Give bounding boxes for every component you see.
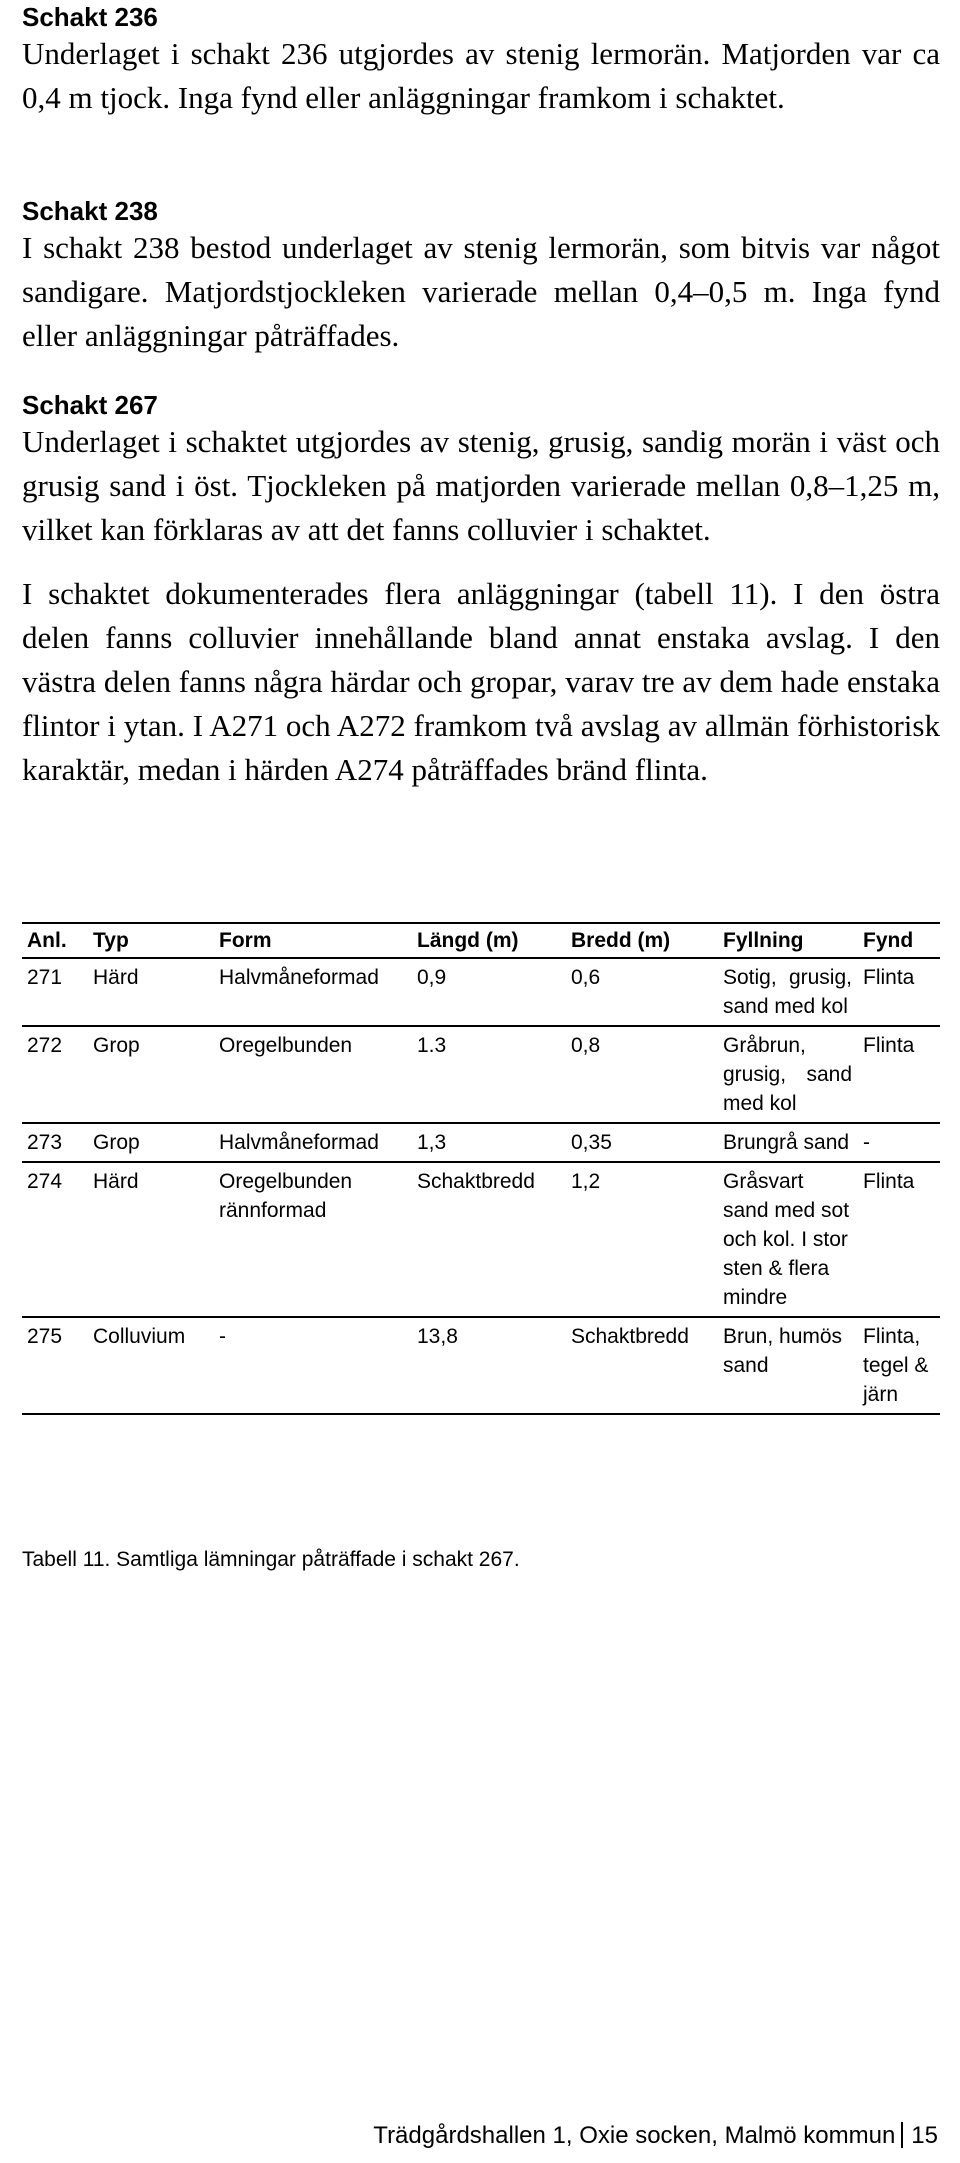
table-cell: Brungrå sand (718, 1123, 858, 1162)
page-footer (373, 2122, 938, 2150)
section-schakt-236 (22, 2, 940, 120)
table-header-row (22, 923, 940, 958)
column-header-form: Form (214, 923, 412, 958)
column-header-bredd: Bredd (m) (566, 923, 718, 958)
table-cell: Härd (88, 1162, 214, 1317)
table-row (22, 1123, 940, 1162)
section-heading: Schakt 236 (22, 2, 158, 32)
table-row (22, 1026, 940, 1123)
section-heading: Schakt 238 (22, 196, 158, 226)
column-header-typ: Typ (88, 923, 214, 958)
column-header-anl: Anl. (22, 923, 88, 958)
table-cell: Flinta, tegel & järn (858, 1317, 940, 1414)
table-cell: Grop (88, 1026, 214, 1123)
page-number: 15 (911, 2122, 938, 2149)
section-schakt-238 (22, 196, 940, 358)
table-cell: 0,6 (566, 958, 718, 1026)
table-cell: Grop (88, 1123, 214, 1162)
table-cell: 0,8 (566, 1026, 718, 1123)
table-cell: 1.3 (412, 1026, 566, 1123)
table-cell: Gråbrun, grusig, sand med kol (718, 1026, 858, 1123)
table-cell: Oregelbunden rännformad (214, 1162, 412, 1317)
section-paragraph: I schakt 238 bestod underlaget av stenig lermorän, som bitvis var något sandigare. Matjordstjockleken varierade mellan 0,4–0,5 m. Inga fynd eller anläggningar påträffades. (22, 230, 940, 353)
section-heading: Schakt 267 (22, 390, 158, 420)
table-cell: 1,3 (412, 1123, 566, 1162)
table-row (22, 1162, 940, 1317)
table-cell: Halvmåneformad (214, 958, 412, 1026)
table-cell: - (214, 1317, 412, 1414)
table-cell: Oregelbunden (214, 1026, 412, 1123)
column-header-fyllning: Fyllning (718, 923, 858, 958)
table-cell: Härd (88, 958, 214, 1026)
features-table (22, 922, 940, 1415)
table-row (22, 1317, 940, 1414)
table-cell: Sotig, grusig, sand med kol (718, 958, 858, 1026)
table-cell: Schaktbredd (412, 1162, 566, 1317)
section-paragraph: I schaktet dokumenterades flera anläggningar (tabell 11). I den östra delen fanns colluvier innehållande bland annat enstaka avslag. I den västra delen fanns några härdar och gropar, varav tre av dem hade enstaka flintor i ytan. I A271 och A272 framkom två avslag av allmän förhistorisk karaktär, medan i härden A274 påträffades bränd flinta. (22, 576, 940, 787)
section-paragraph: Underlaget i schakt 236 utgjordes av stenig lermorän. Matjorden var ca 0,4 m tjock. Inga fynd eller anläggningar framkom i schaktet. (22, 36, 940, 115)
table-cell: 272 (22, 1026, 88, 1123)
footer-text: Trädgårdshallen 1, Oxie socken, Malmö kommun (373, 2122, 896, 2149)
footer-separator (901, 2122, 903, 2148)
section-schakt-267 (22, 390, 940, 792)
table-cell: 0,35 (566, 1123, 718, 1162)
table-cell: 1,2 (566, 1162, 718, 1317)
table-cell: Flinta (858, 1026, 940, 1123)
table-cell: Brun, humös sand (718, 1317, 858, 1414)
column-header-fynd: Fynd (858, 923, 940, 958)
column-header-langd: Längd (m) (412, 923, 566, 958)
table-cell: 13,8 (412, 1317, 566, 1414)
table-cell: 0,9 (412, 958, 566, 1026)
table-caption: Tabell 11. Samtliga lämningar påträffade i schakt 267. (22, 1548, 520, 1571)
table-cell: Flinta (858, 958, 940, 1026)
table-cell: Halvmåneformad (214, 1123, 412, 1162)
table-cell: Flinta (858, 1162, 940, 1317)
table-cell: Gråsvart sand med sot och kol. I stor sten & flera mindre (718, 1162, 858, 1317)
section-paragraph: Underlaget i schaktet utgjordes av stenig, grusig, sandig morän i väst och grusig sand i öst. Tjockleken på matjorden varierade mellan 0,8–1,25 m, vilket kan förklaras av att det fanns colluvier i schaktet. (22, 424, 940, 547)
table-cell: 275 (22, 1317, 88, 1414)
table-row (22, 958, 940, 1026)
table-cell: 273 (22, 1123, 88, 1162)
table-cell: Schaktbredd (566, 1317, 718, 1414)
table-cell: 271 (22, 958, 88, 1026)
table-cell: - (858, 1123, 940, 1162)
table-cell: Colluvium (88, 1317, 214, 1414)
table-cell: 274 (22, 1162, 88, 1317)
